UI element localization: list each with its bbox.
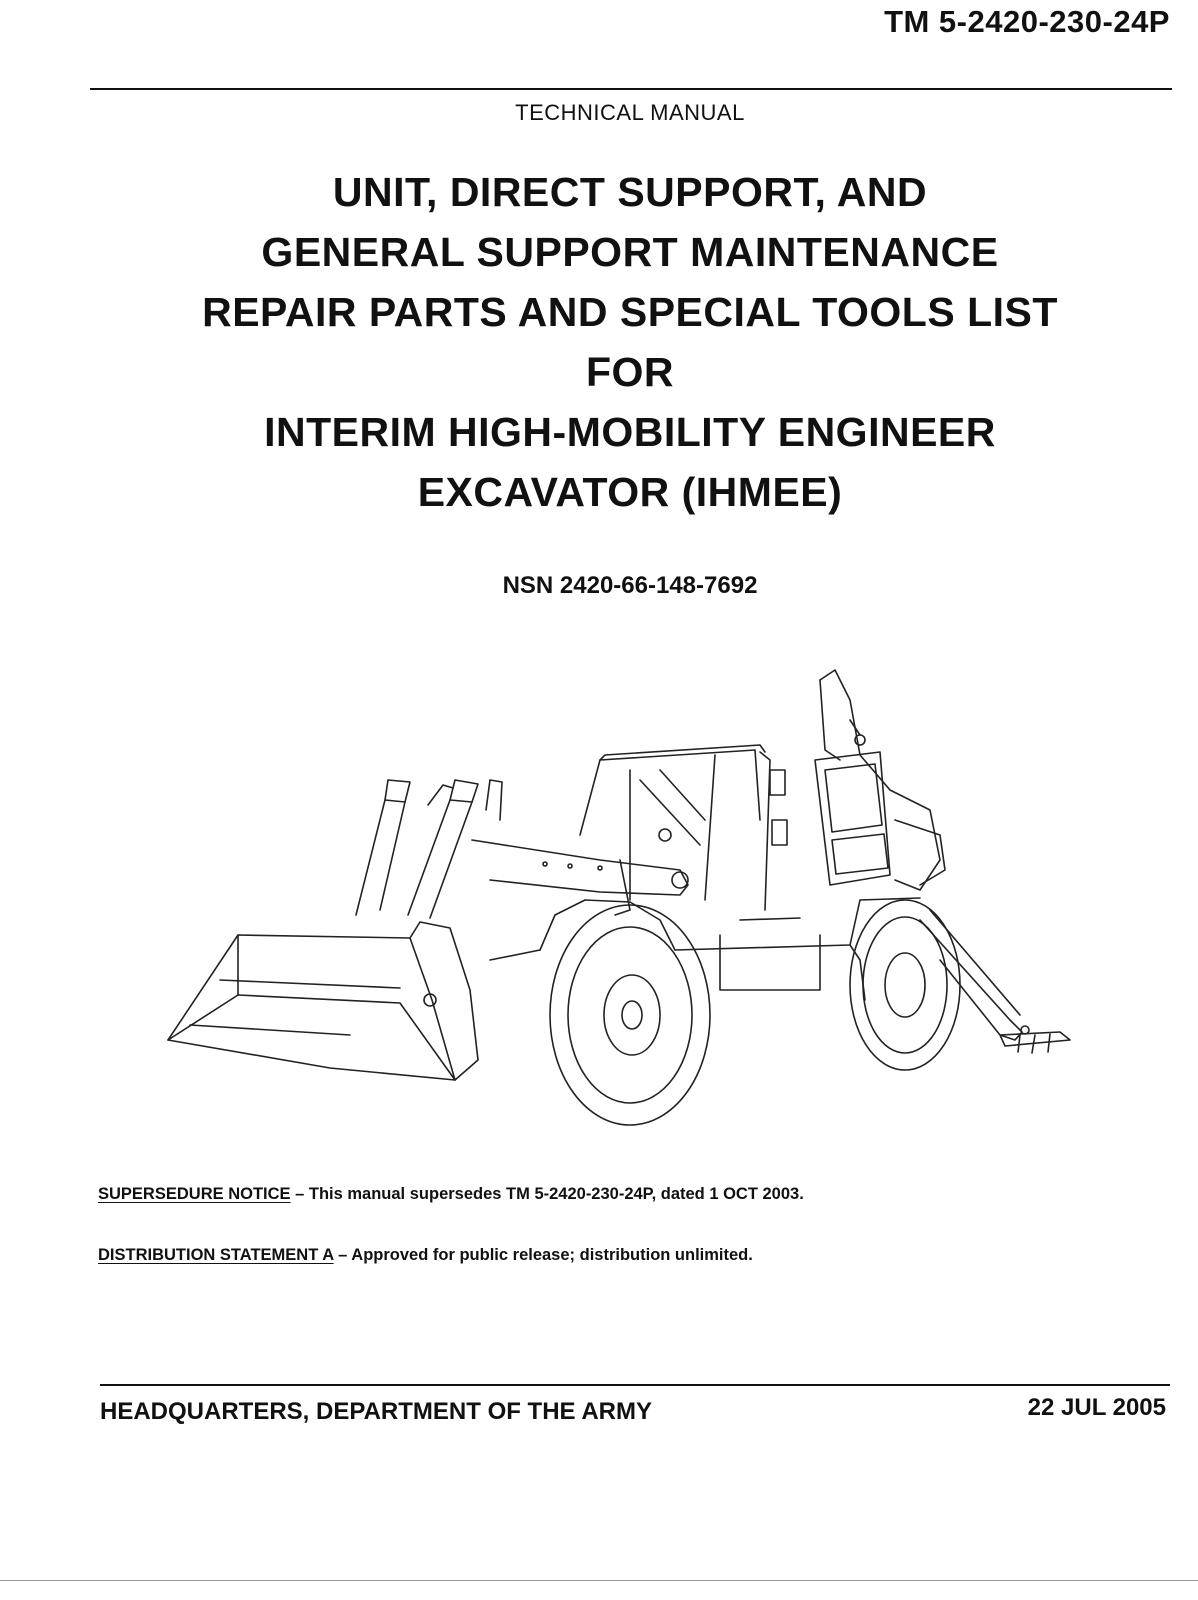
title-line: GENERAL SUPPORT MAINTENANCE — [261, 229, 999, 275]
bottom-divider — [100, 1384, 1170, 1386]
supersedure-text: – This manual supersedes TM 5-2420-230-24P, dated 1 OCT 2003. — [290, 1185, 804, 1203]
distribution-text: – Approved for public release; distribution unlimited. — [333, 1246, 753, 1264]
title-line: REPAIR PARTS AND SPECIAL TOOLS LIST — [202, 289, 1058, 335]
issuing-authority: HEADQUARTERS, DEPARTMENT OF THE ARMY — [100, 1398, 652, 1425]
title-line: INTERIM HIGH-MOBILITY ENGINEER — [264, 409, 996, 455]
manual-title — [0, 162, 1198, 522]
title-line: EXCAVATOR (IHMEE) — [417, 469, 843, 515]
top-divider — [90, 88, 1172, 90]
supersedure-label: SUPERSEDURE NOTICE — [98, 1185, 291, 1203]
backhoe-loader-illustration — [160, 660, 1100, 1160]
distribution-statement — [98, 1246, 753, 1265]
manual-type-heading: TECHNICAL MANUAL — [515, 100, 745, 125]
title-line: FOR — [585, 349, 675, 395]
tm-number: TM 5-2420-230-24P — [884, 4, 1170, 39]
supersedure-notice — [98, 1185, 804, 1204]
title-line: UNIT, DIRECT SUPPORT, AND — [332, 169, 928, 215]
page-edge-line — [0, 1580, 1198, 1581]
publication-date: 22 JUL 2005 — [1027, 1394, 1166, 1421]
nsn-number: NSN 2420-66-148-7692 — [502, 572, 758, 599]
distribution-label: DISTRIBUTION STATEMENT A — [98, 1246, 334, 1264]
